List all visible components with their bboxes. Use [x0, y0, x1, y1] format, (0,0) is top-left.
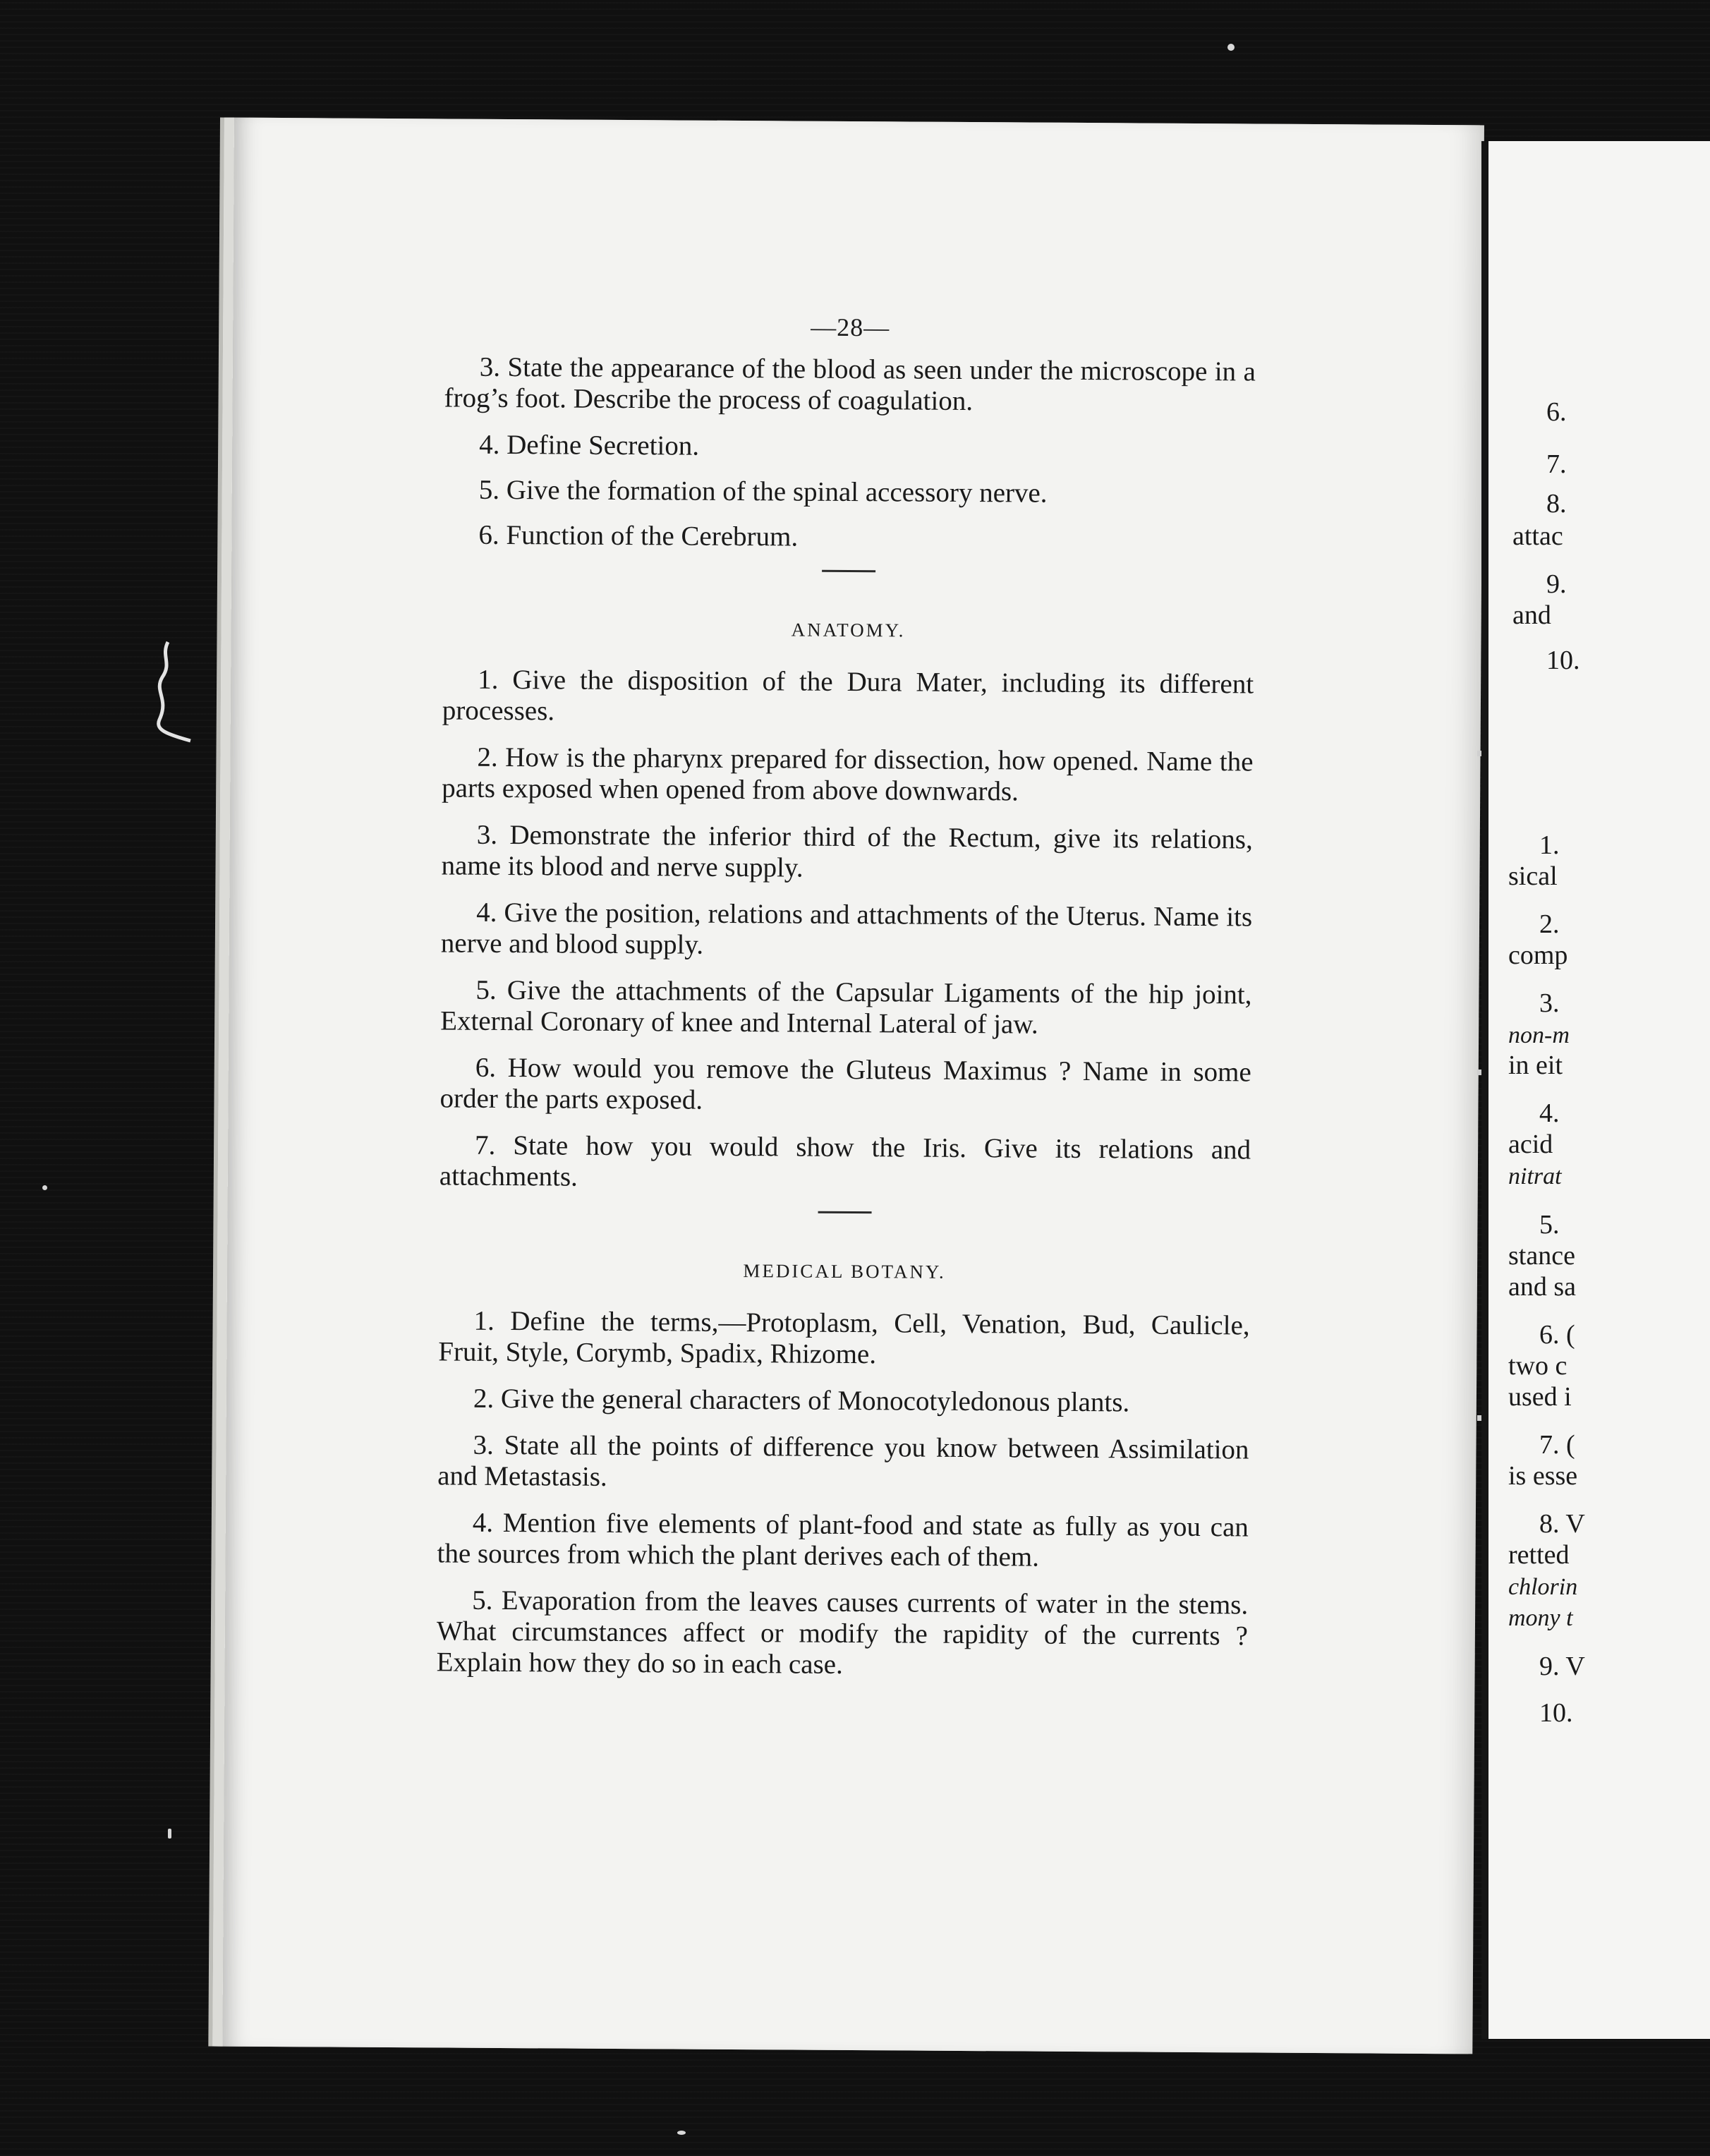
right-page-fragment: 8. V	[1539, 1509, 1585, 1539]
right-page	[1481, 141, 1710, 2039]
question: 5. Give the attachments of the Capsular Ligaments of the hip joint, External Coronary of knee and Internal Lateral of jaw.	[440, 974, 1252, 1040]
question: 6. Function of the Cerebrum.	[478, 519, 799, 552]
question: 5. Give the formation of the spinal accessory nerve.	[478, 474, 1048, 509]
right-page-fragment: 3.	[1539, 988, 1560, 1018]
right-page-fragment: in eit	[1508, 1050, 1563, 1080]
right-page-fragment: is esse	[1508, 1461, 1578, 1491]
right-page-fragment: and sa	[1508, 1272, 1577, 1302]
right-page-fragment: two c	[1508, 1351, 1568, 1381]
right-page-fragment: mony t	[1508, 1605, 1573, 1631]
section-divider	[818, 1211, 872, 1213]
section-divider	[822, 570, 875, 572]
question: 3. State the appearance of the blood as seen under the microscope in a frog’s foot. Describe the process of coagulation.	[444, 351, 1256, 417]
question: 6. How would you remove the Gluteus Maximus ? Name in some order the parts exposed.	[439, 1052, 1251, 1115]
right-page-fragment: 6.	[1546, 397, 1567, 427]
right-page-fragment: 9. V	[1539, 1652, 1585, 1681]
question: 1. Define the terms,—Protoplasm, Cell, Venation, Bud, Caulicle, Fruit, Style, Corymb, Spadix, Rhizome.	[438, 1305, 1250, 1370]
section-heading-anatomy: ANATOMY.	[791, 619, 906, 641]
right-page-fragment: comp	[1508, 940, 1568, 970]
right-page-fragment: 1.	[1539, 830, 1560, 860]
right-page-fragment: 2.	[1539, 909, 1560, 939]
question: 5. Evaporation from the leaves causes currents of water in the stems. What circumstances affect or modify the rapidity of the currents ? Explain how they do so in each case.	[436, 1585, 1249, 1680]
right-page-fragment: sical	[1508, 861, 1558, 891]
left-page-text	[436, 309, 1256, 1698]
right-page-fragment: 7. (	[1539, 1430, 1575, 1460]
right-page-fragment: chlorin	[1508, 1574, 1578, 1600]
right-page-fragment: 9.	[1546, 569, 1567, 599]
pen-mark	[141, 635, 212, 762]
question: 1. Give the disposition of the Dura Mater, including its different processes.	[442, 664, 1254, 727]
right-page-fragment: and	[1512, 600, 1551, 630]
dust-speck	[168, 1829, 171, 1839]
right-page-fragment: 5.	[1539, 1210, 1560, 1240]
question: 3. State all the points of difference you know between Assimilation and Metastasis.	[437, 1429, 1249, 1492]
right-page-fragment: stance	[1508, 1241, 1575, 1271]
question: 4. Mention five elements of plant-food and state as fully as you can the sources from which the plant derives each of them.	[437, 1507, 1249, 1573]
right-page-fragment: 6. (	[1539, 1320, 1575, 1350]
question: 3. Demonstrate the inferior third of the Rectum, give its relations, name its blood and nerve supply.	[441, 819, 1253, 883]
question: 7. State how you would show the Iris. Give its relations and attachments.	[439, 1130, 1251, 1192]
question: 4. Give the position, relations and attachments of the Uterus. Name its nerve and blood supply.	[440, 897, 1253, 960]
right-page-fragment: 7.	[1546, 449, 1567, 479]
right-page-fragment: retted	[1508, 1540, 1570, 1570]
right-page-fragment: used i	[1508, 1382, 1572, 1412]
question: 2. Give the general characters of Monocotyledonous plants.	[473, 1383, 1130, 1418]
dust-speck	[677, 2131, 686, 2135]
question: 2. How is the pharynx prepared for dissection, how opened. Name the parts exposed when opened from above downwards.	[442, 741, 1254, 807]
right-page-fragment: non-m	[1508, 1022, 1570, 1048]
right-page-fragment: 4.	[1539, 1098, 1560, 1128]
right-page-fragment: 10.	[1539, 1698, 1573, 1728]
page-number: —28—	[811, 313, 890, 342]
right-page-fragment: 8.	[1546, 489, 1567, 519]
right-page-fragment: 10.	[1546, 646, 1580, 675]
right-page-fragment: nitrat	[1508, 1163, 1562, 1189]
left-page	[212, 118, 1484, 2054]
dust-speck	[42, 1185, 47, 1190]
right-page-fragment: attac	[1512, 521, 1563, 551]
section-heading-medical-botany: MEDICAL BOTANY.	[743, 1260, 946, 1283]
right-page-fragment: acid	[1508, 1130, 1553, 1159]
question: 4. Define Secretion.	[479, 429, 700, 461]
dust-speck	[1227, 44, 1235, 51]
